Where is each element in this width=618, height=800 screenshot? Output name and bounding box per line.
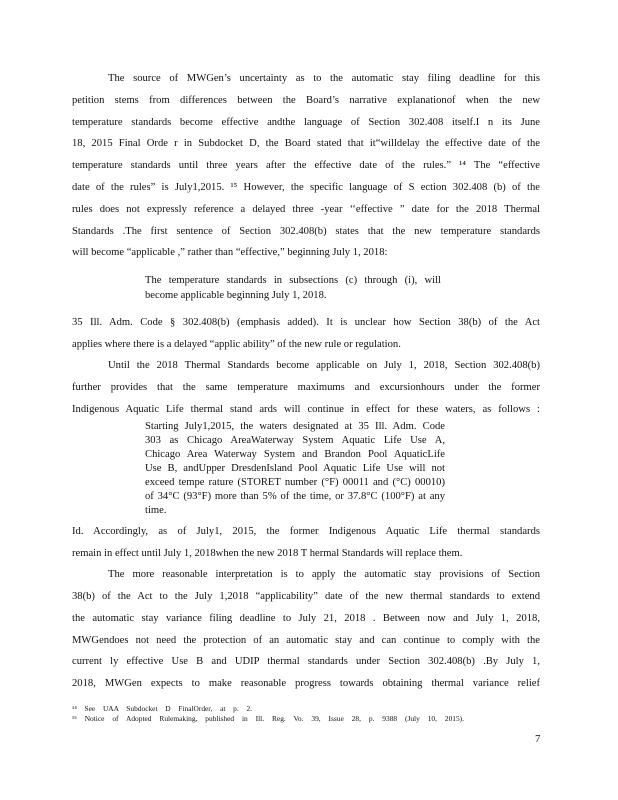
text-line: rules does not expressly reference a delayed three -year ‘‘effective ” date for the 2018 Thermal xyxy=(72,204,540,215)
quote-line: 303 as Chicago AreaWaterway System Aquatic Life Use A, xyxy=(145,435,445,446)
text-line: date of the rules” is July1,2015. ¹⁵ However, the specific language of S ection 302.408 (b) of the xyxy=(72,182,540,193)
text-line: The more reasonable interpretation is to apply the automatic stay provisions of Section xyxy=(108,569,540,580)
quote-line: The temperature standards in subsections (c) through (i), will xyxy=(145,275,441,286)
quote-line: become applicable beginning July 1, 2018. xyxy=(145,290,327,301)
quote-line: Use B, andUpper DresdenIsland Pool Aquatic Life Use will not xyxy=(145,463,445,474)
quote-line: Chicago Area Waterway System and Brandon Pool AquaticLife xyxy=(145,449,445,460)
text-line: temperature standards until three years after the effective date of the rules.” ¹⁴ The “effective xyxy=(72,160,540,171)
text-line: 38(b) of the Act to the July 1,2018 “applicability” date of the new thermal standards to extend xyxy=(72,591,540,602)
text-line: will become “applicable ,” rather than “effective,” beginning July 1, 2018: xyxy=(72,247,388,258)
text-line: MWGendoes not need the protection of an automatic stay and can continue to comply with the xyxy=(72,635,540,646)
text-line: Until the 2018 Thermal Standards become applicable on July 1, 2018, Section 302.408(b) xyxy=(108,360,540,371)
text-line: 2018, MWGen expects to make reasonable progress towards obtaining thermal variance relief xyxy=(72,678,540,689)
text-line: 18, 2015 Final Orde r in Subdocket D, the Board stated that it“willdelay the effective date of the xyxy=(72,138,540,149)
text-line: temperature standards become effective andthe language of Section 302.408 itself.I n its June xyxy=(72,117,540,128)
text-line: petition stems from differences between the Board’s narrative explanationof when the new xyxy=(72,95,540,106)
text-line: current ly effective Use B and UDIP thermal standards under Section 302.408(b) .By July 1, xyxy=(72,656,540,667)
quote-line: of 34°C (93°F) more than 5% of the time, or 37.8°C (100°F) at any xyxy=(145,491,445,502)
text-line: Id. Accordingly, as of July1, 2015, the former Indigenous Aquatic Life thermal standards xyxy=(72,526,540,537)
quote-line: Starting July1,2015, the waters designated at 35 Ill. Adm. Code xyxy=(145,421,445,432)
text-line: applies where there is a delayed “applic ability” of the new rule or regulation. xyxy=(72,339,401,350)
text-line: The source of MWGen’s uncertainty as to the automatic stay filing deadline for this xyxy=(108,73,540,84)
footnote-15: ¹⁵ Notice of Adopted Rulemaking, published in Ill. Reg. Vo. 39, Issue 28, p. 9388 (July 10, 2015). xyxy=(72,714,464,723)
text-line: further provides that the same temperature maximums and excursionhours under the former xyxy=(72,382,540,393)
footnote-14: ¹⁴ See UAA Subdocket D FinalOrder, at p. 2. xyxy=(72,704,252,713)
text-line: the automatic stay variance filing deadline to July 21, 2018 . Between now and July 1, 2018, xyxy=(72,613,540,624)
text-line: 35 Ill. Adm. Code § 302.408(b) (emphasis added). It is unclear how Section 38(b) of the Act xyxy=(72,317,540,328)
text-line: remain in effect until July 1, 2018when the new 2018 T hermal Standards will replace them. xyxy=(72,548,463,559)
text-line: Indigenous Aquatic Life thermal stand ards will continue in effect for these waters, as follows : xyxy=(72,404,540,415)
text-line: Standards .The first sentence of Section 302.408(b) states that the new temperature standards xyxy=(72,226,540,237)
page-number: 7 xyxy=(535,733,541,745)
quote-line: time. xyxy=(145,505,167,516)
quote-line: exceed tempe rature (STORET number (°F) 00011 and (°C) 00010) xyxy=(145,477,445,488)
